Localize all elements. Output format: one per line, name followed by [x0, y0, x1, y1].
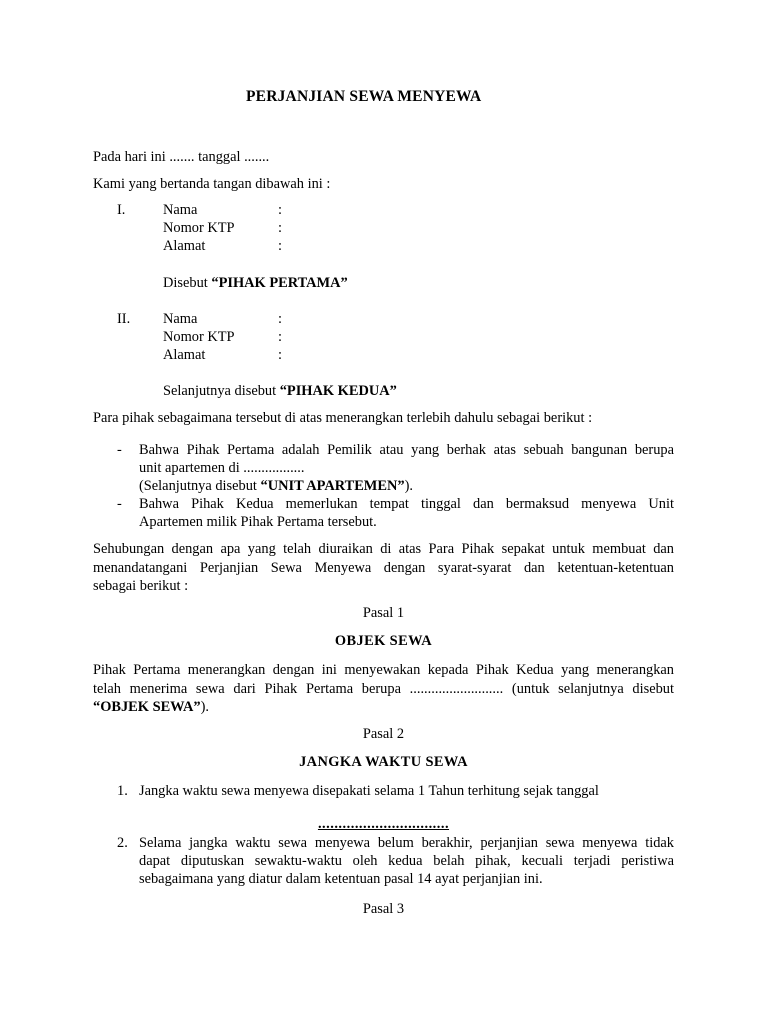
bullet1-line3-suffix: ).	[404, 478, 413, 494]
document-title: PERJANJIAN SEWA MENYEWA	[246, 88, 482, 105]
bullet2-line1	[139, 495, 674, 513]
party1-name-label: Nama	[163, 202, 198, 218]
pasal3-heading: Pasal 3	[362, 901, 405, 917]
pasal2-item1-dots: ................................	[317, 816, 450, 832]
pasal2-item2-line2-text: dapat diputuskan sewaktu-waktu oleh kedua belah pihak, kecuali terjadi peristiwa	[139, 853, 674, 869]
party1-ktp-label: Nomor KTP	[163, 220, 235, 236]
party1-address-sep: :	[278, 238, 282, 254]
pasal2-item1-num: 1.	[117, 783, 128, 799]
party2-called-prefix: Selanjutnya disebut	[163, 383, 280, 399]
pasal2-item2-line1	[139, 834, 674, 852]
pasal2-item2-num: 2.	[117, 835, 128, 851]
bullet1-line1-text: Bahwa Pihak Pertama adalah Pemilik atau yang berhak atas sebuah bangunan berupa	[139, 442, 674, 458]
pasal2-item2-line2	[139, 852, 674, 870]
party2-ktp-label: Nomor KTP	[163, 329, 235, 345]
bullet1-dash: -	[117, 442, 122, 458]
party1-called-prefix: Disebut	[163, 275, 212, 291]
party2-address-sep: :	[278, 347, 282, 363]
party1-ktp-sep: :	[278, 220, 282, 236]
agreement-line2-text: menandatangani Perjanjian Sewa Menyewa dengan syarat-syarat dan ketentuan-ketentuan	[93, 560, 674, 576]
pasal1-line2-text: telah menerima sewa dari Pihak Pertama berupa .......................... (untuk selanjutnya disebut	[93, 681, 674, 697]
bullet2-dash: -	[117, 496, 122, 512]
pasal2-item1-line1: Jangka waktu sewa menyewa disepakati selama 1 Tahun terhitung sejak tanggal	[139, 783, 599, 799]
pasal2-item2-line1-text: Selama jangka waktu sewa menyewa belum berakhir, perjanjian sewa menyewa tidak	[139, 835, 674, 851]
bullet1-line1	[139, 441, 674, 459]
pasal1-line2	[93, 680, 674, 698]
pasal1-line1-text: Pihak Pertama menerangkan dengan ini menyewakan kepada Pihak Kedua yang menerangkan	[93, 662, 674, 678]
party2-called-name: “PIHAK KEDUA”	[279, 383, 397, 399]
bullet1-line2: unit apartemen di .................	[139, 460, 305, 476]
party1-called	[163, 274, 348, 292]
pasal2-title: JANGKA WAKTU SEWA	[299, 754, 468, 770]
party1-name-sep: :	[278, 202, 282, 218]
bullet2-line1-text: Bahwa Pihak Kedua memerlukan tempat tinggal dan bermaksud menyewa Unit	[139, 496, 674, 512]
bullet1-line3	[139, 477, 413, 495]
party2-numeral: II.	[117, 311, 131, 327]
party2-name-sep: :	[278, 311, 282, 327]
agreement-line3: sebagai berikut :	[93, 578, 189, 594]
party2-address-label: Alamat	[163, 347, 206, 363]
pasal1-title: OBJEK SEWA	[334, 633, 433, 649]
bullet2-line2: Apartemen milik Pihak Pertama tersebut.	[139, 514, 377, 530]
party2-name-label: Nama	[163, 311, 198, 327]
pasal1-heading: Pasal 1	[362, 605, 405, 621]
pasal2-heading: Pasal 2	[362, 726, 405, 742]
bullet1-line3-prefix: (Selanjutnya disebut	[139, 478, 261, 494]
pasal1-line3	[93, 698, 209, 716]
pasal2-item2-line3: sebagaimana yang diatur dalam ketentuan pasal 14 ayat perjanjian ini.	[139, 871, 543, 887]
agreement-line1	[93, 540, 674, 558]
agreement-line2	[93, 559, 674, 577]
party1-numeral: I.	[117, 202, 126, 218]
unit-apartemen-term: “UNIT APARTEMEN”	[260, 478, 405, 494]
date-line: Pada hari ini ....... tanggal .......	[93, 149, 270, 165]
party2-ktp-sep: :	[278, 329, 282, 345]
party1-address-label: Alamat	[163, 238, 206, 254]
party1-called-name: “PIHAK PERTAMA”	[211, 275, 348, 291]
objek-sewa-term: “OBJEK SEWA”	[93, 699, 201, 715]
pasal1-line3-suffix: ).	[200, 699, 209, 715]
agreement-line1-text: Sehubungan dengan apa yang telah diuraikan di atas Para Pihak sepakat untuk membuat dan	[93, 541, 674, 557]
preamble: Para pihak sebagaimana tersebut di atas menerangkan terlebih dahulu sebagai berikut :	[93, 410, 593, 426]
party2-called	[163, 382, 397, 400]
pasal1-line1	[93, 661, 674, 679]
signatories-line: Kami yang bertanda tangan dibawah ini :	[93, 176, 331, 192]
